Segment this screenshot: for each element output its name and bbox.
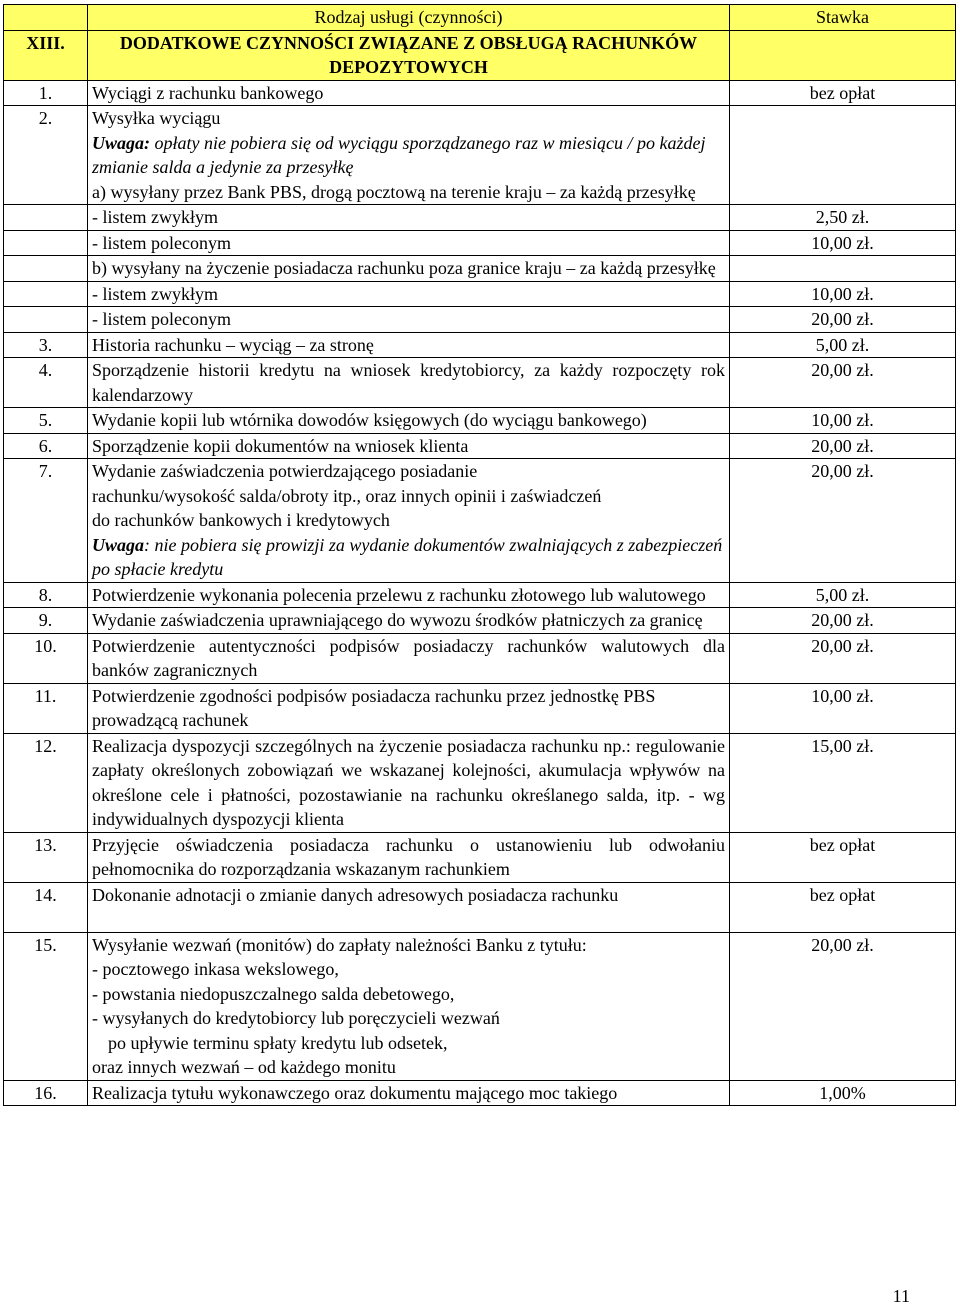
row-rate: bez opłat (730, 80, 956, 106)
row-number: 15. (4, 932, 88, 1080)
table-row (4, 1080, 956, 1106)
row-rate: 1,00% (730, 1080, 956, 1106)
row-text-line: - powstania niedopuszczalnego salda debetowego, (92, 983, 455, 1004)
row-text (88, 459, 730, 583)
row-number: 1. (4, 80, 88, 106)
row-text (88, 106, 730, 205)
row-text: Przyjęcie oświadczenia posiadacza rachunku o ustanowieniu lub odwołaniu pełnomocnika do rozporządzania wskazanym rachunkiem (88, 832, 730, 882)
table-subrow (4, 205, 956, 231)
option-b-1-rate: 10,00 zł. (730, 281, 956, 307)
option-b-2: - listem poleconym (88, 307, 730, 333)
row-number: 2. (4, 106, 88, 205)
row-text (88, 932, 730, 1080)
row-text-line: Wysyłanie wezwań (monitów) do zapłaty należności Banku z tytułu: (92, 934, 587, 955)
row-text: Realizacja tytułu wykonawczego oraz dokumentu mającego moc takiego (88, 1080, 730, 1106)
row-text-line: rachunku/wysokość salda/obroty itp., oraz innych opinii i zaświadczeń (92, 485, 602, 506)
table-row (4, 408, 956, 434)
row-number: 6. (4, 433, 88, 459)
header-empty-cell (4, 5, 88, 31)
row-number: 16. (4, 1080, 88, 1106)
row-number: 11. (4, 683, 88, 733)
note-text: opłaty nie pobiera się od wyciągu sporządzanego raz w miesiącu / po każdej zmianie salda a jedynie za przesyłkę (92, 132, 706, 177)
header-service: Rodzaj usługi (czynności) (88, 5, 730, 31)
row-text: Realizacja dyspozycji szczególnych na życzenie posiadacza rachunku np.: regulowanie zapłaty określonych zobowiązań we wskazanej kolejności, akumulacja wpływów na określone cele i płatności, pozostawianie na rachunku określanego salda, itp. - wg indywidualnych dyspozycji klienta (88, 733, 730, 832)
row-number: 10. (4, 633, 88, 683)
row-rate-empty (730, 106, 956, 205)
option-a-1-rate: 2,50 zł. (730, 205, 956, 231)
row-text: Wyciągi z rachunku bankowego (88, 80, 730, 106)
option-a: a) wysyłany przez Bank PBS, drogą pocztową na terenie kraju – za każdą przesyłkę (92, 181, 696, 202)
row-text-line: po upływie terminu spłaty kredytu lub odsetek, (108, 1032, 448, 1053)
row-rate: 20,00 zł. (730, 608, 956, 634)
row-text: Wydanie kopii lub wtórnika dowodów księgowych (do wyciągu bankowego) (88, 408, 730, 434)
row-text: Potwierdzenie wykonania polecenia przelewu z rachunku złotowego lub walutowego (88, 582, 730, 608)
table-subrow (4, 281, 956, 307)
row-rate: 20,00 zł. (730, 433, 956, 459)
row-number: 12. (4, 733, 88, 832)
row-text: Sporządzenie historii kredytu na wniosek kredytobiorcy, za każdy rozpoczęty rok kalendarzowy (88, 358, 730, 408)
row-rate: bez opłat (730, 882, 956, 932)
option-a-2-rate: 10,00 zł. (730, 230, 956, 256)
note-label: Uwaga (92, 534, 145, 555)
table-row (4, 932, 956, 1080)
row-text-line: Wydanie zaświadczenia potwierdzającego posiadanie (92, 461, 478, 481)
row-text: Dokonanie adnotacji o zmianie danych adresowych posiadacza rachunku (88, 882, 730, 932)
section-number: XIII. (4, 30, 88, 80)
table-row (4, 80, 956, 106)
table-subrow (4, 307, 956, 333)
page-number: 11 (892, 1286, 910, 1306)
row-rate: 20,00 zł. (730, 633, 956, 683)
row-number: 4. (4, 358, 88, 408)
row-number: 14. (4, 882, 88, 932)
row-text: Wydanie zaświadczenia uprawniającego do wywozu środków płatniczych za granicę (88, 608, 730, 634)
row-text: Historia rachunku – wyciąg – za stronę (88, 332, 730, 358)
note-text: : nie pobiera się prowizji za wydanie dokumentów zwalniających z zabezpieczeń po spłacie kredytu (92, 534, 723, 579)
row-number: 5. (4, 408, 88, 434)
row-title: Wysyłka wyciągu (92, 108, 221, 128)
row-number: 13. (4, 832, 88, 882)
row-rate: 20,00 zł. (730, 932, 956, 1080)
option-a-1: - listem zwykłym (88, 205, 730, 231)
row-text-line: - pocztowego inkasa wekslowego, (92, 959, 339, 979)
row-rate: bez opłat (730, 832, 956, 882)
row-rate: 15,00 zł. (730, 733, 956, 832)
row-text-line: - wysyłanych do kredytobiorcy lub poręczycieli wezwań (92, 1008, 500, 1028)
option-a-2: - listem poleconym (88, 230, 730, 256)
section-rate-empty (730, 30, 956, 80)
table-row (4, 832, 956, 882)
table-row (4, 882, 956, 932)
row-number: 8. (4, 582, 88, 608)
fee-table (3, 4, 956, 1106)
table-header-row (4, 5, 956, 31)
table-row (4, 332, 956, 358)
table-subrow (4, 230, 956, 256)
table-row (4, 733, 956, 832)
table-row (4, 633, 956, 683)
option-b-2-rate: 20,00 zł. (730, 307, 956, 333)
row-rate: 20,00 zł. (730, 358, 956, 408)
option-b: b) wysyłany na życzenie posiadacza rachunku poza granice kraju – za każdą przesyłkę (88, 256, 730, 282)
table-row (4, 433, 956, 459)
row-text: Potwierdzenie zgodności podpisów posiadacza rachunku przez jednostkę PBS prowadzącą rachunek (88, 683, 730, 733)
table-row (4, 683, 956, 733)
header-rate: Stawka (730, 5, 956, 31)
row-rate: 5,00 zł. (730, 332, 956, 358)
table-row (4, 106, 956, 205)
section-title: DODATKOWE CZYNNOŚCI ZWIĄZANE Z OBSŁUGĄ RACHUNKÓW DEPOZYTOWYCH (88, 30, 730, 80)
row-rate: 20,00 zł. (730, 459, 956, 583)
table-row (4, 582, 956, 608)
row-number: 3. (4, 332, 88, 358)
table-row (4, 608, 956, 634)
row-note (92, 533, 725, 582)
row-text: Sporządzenie kopii dokumentów na wniosek klienta (88, 433, 730, 459)
row-text-line: oraz innych wezwań – od każdego monitu (92, 1057, 396, 1077)
row-number: 7. (4, 459, 88, 583)
section-row (4, 30, 956, 80)
note-label: Uwaga: (92, 132, 150, 153)
row-note (92, 131, 725, 180)
row-text: Potwierdzenie autentyczności podpisów posiadaczy rachunków walutowych dla banków zagranicznych (88, 633, 730, 683)
row-rate: 10,00 zł. (730, 683, 956, 733)
table-row (4, 459, 956, 583)
row-rate: 10,00 zł. (730, 408, 956, 434)
option-b-1: - listem zwykłym (88, 281, 730, 307)
table-row (4, 358, 956, 408)
row-rate: 5,00 zł. (730, 582, 956, 608)
table-subrow (4, 256, 956, 282)
row-text-line: do rachunków bankowych i kredytowych (92, 510, 390, 530)
row-number: 9. (4, 608, 88, 634)
